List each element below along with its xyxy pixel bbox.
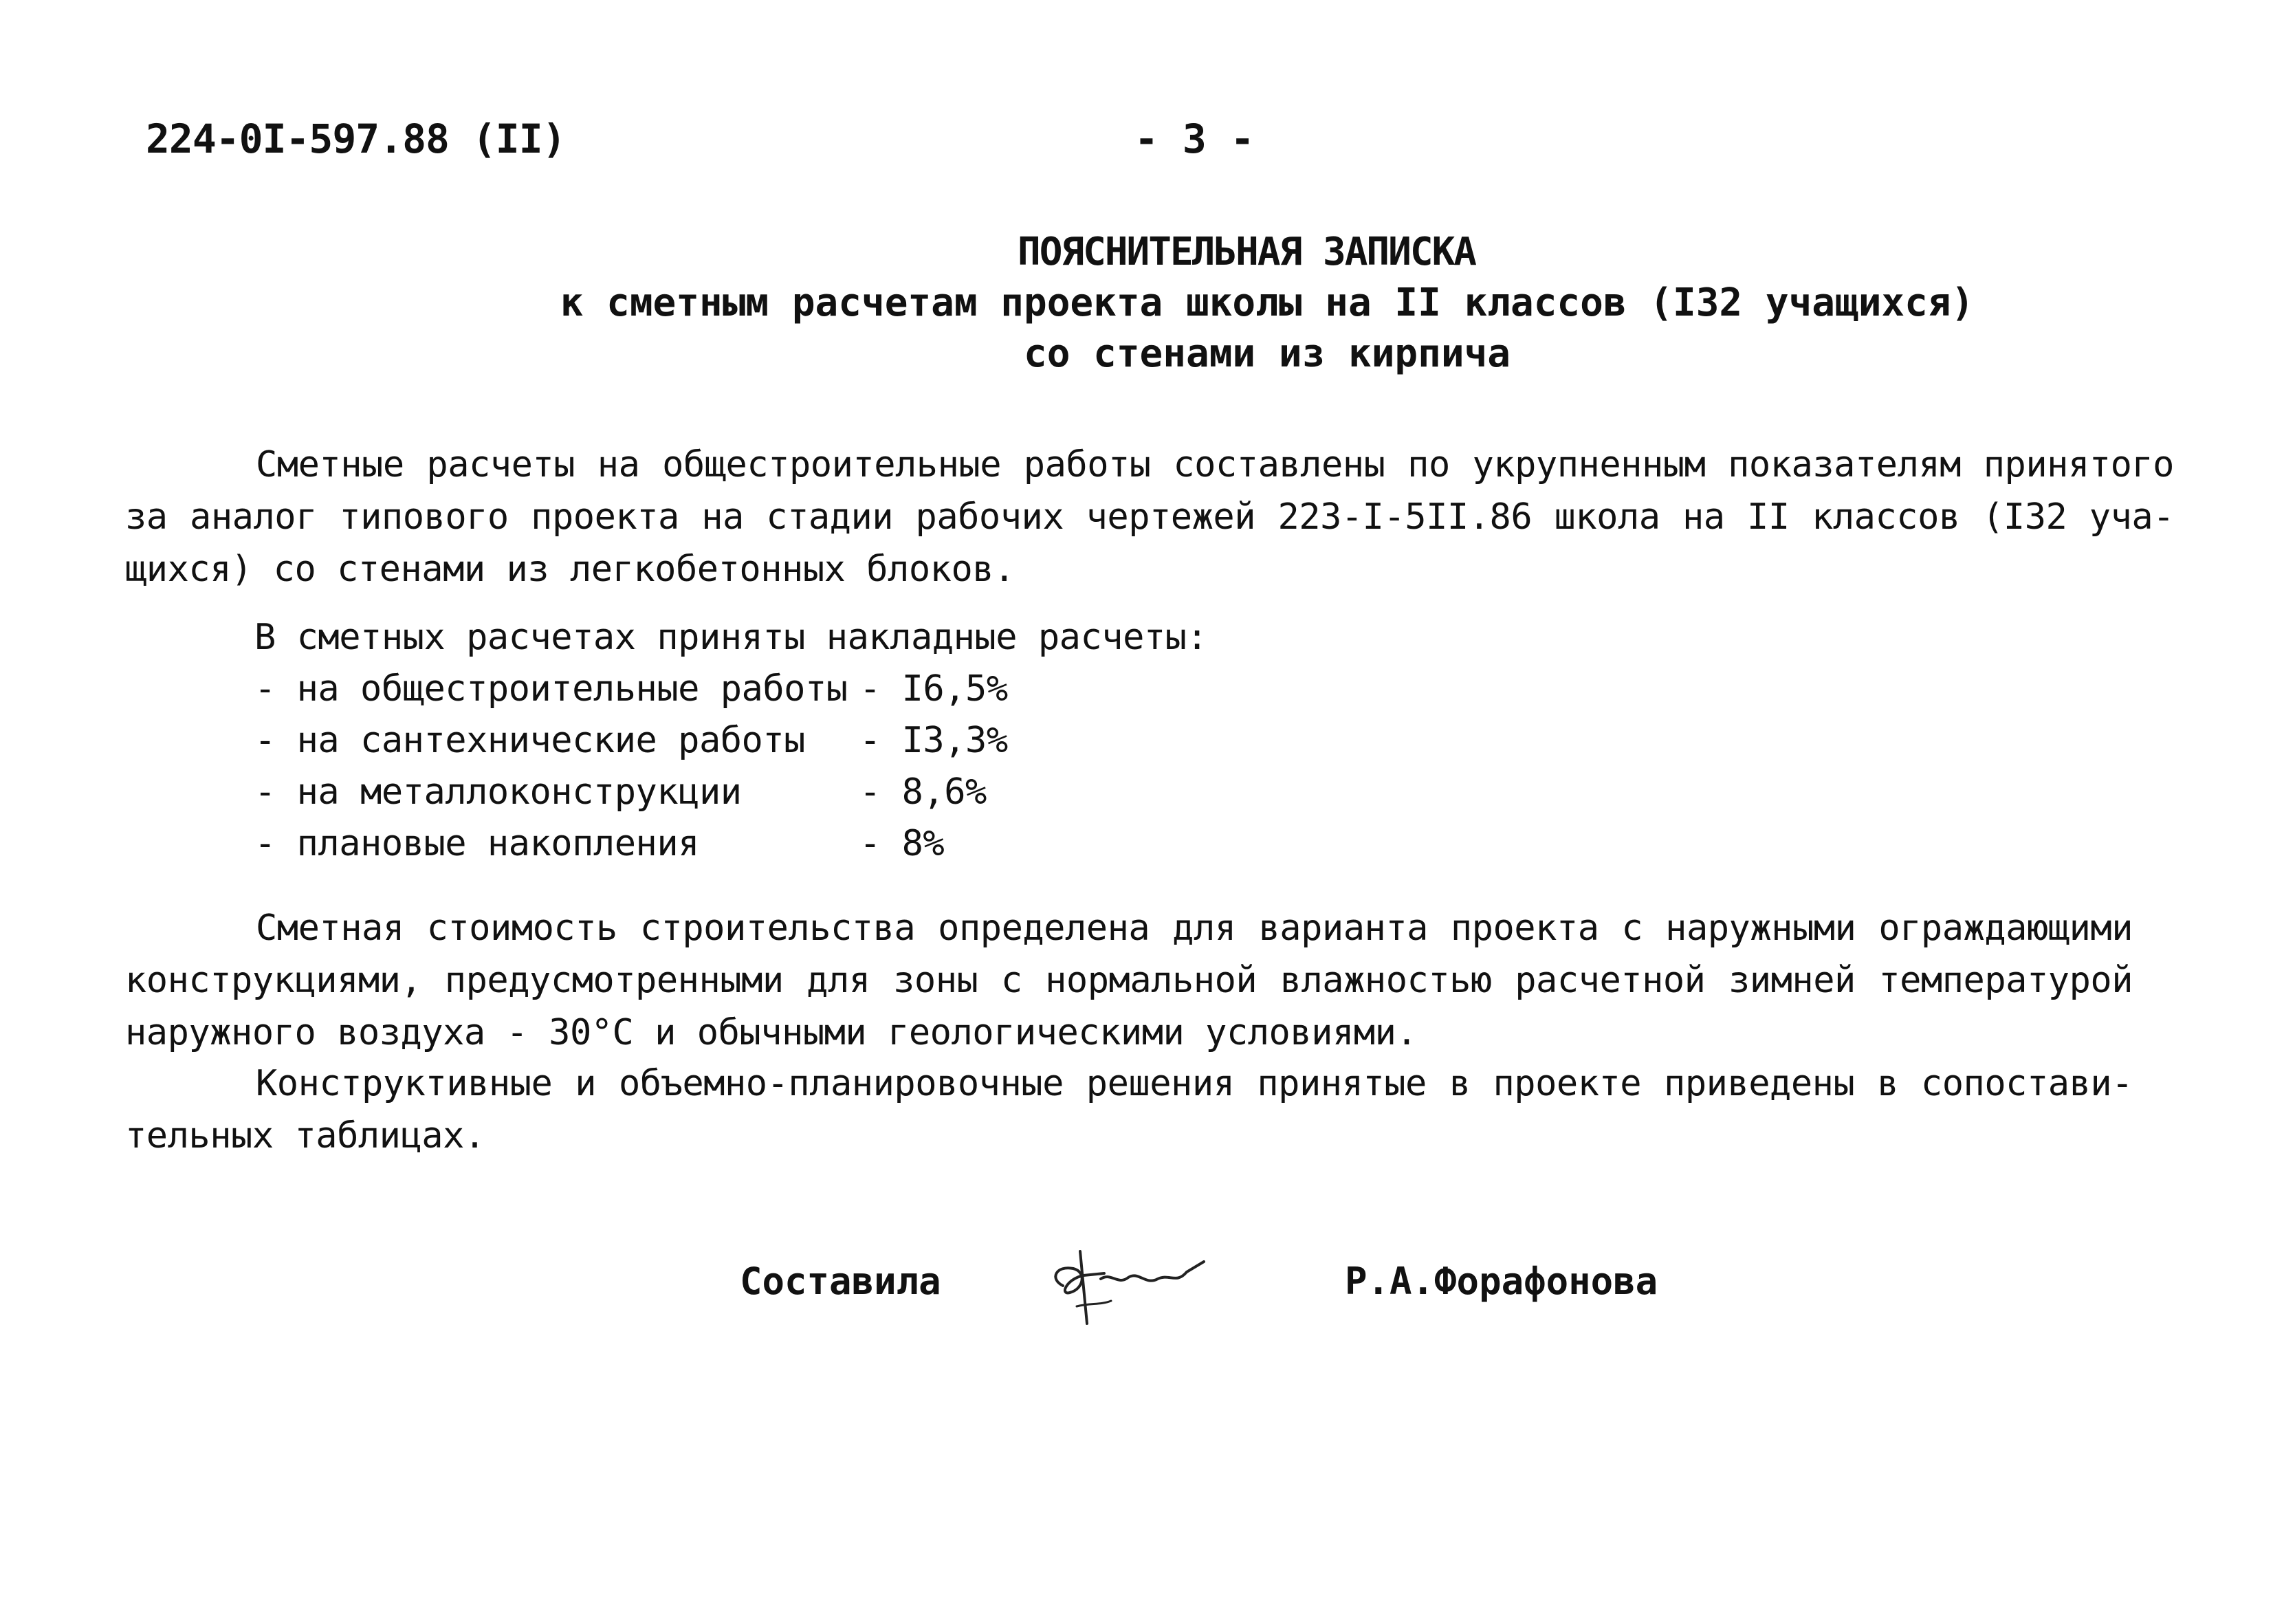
overheads-intro: В сметных расчетах приняты накладные расчеты: xyxy=(254,617,1208,658)
overhead-row xyxy=(254,663,1207,715)
overhead-label: - на общестроительные работы xyxy=(254,668,848,710)
overhead-label: - на металлоконструкции xyxy=(254,771,742,813)
overhead-row xyxy=(254,767,1207,818)
handwritten-signature xyxy=(1035,1238,1242,1327)
paragraph-text: Конструктивные и объемно-планировочные решения принятые в проекте приведены в сопостави-тельных таблицах. xyxy=(125,1063,2133,1156)
document-heading xyxy=(0,227,2273,380)
page-number: - 3 - xyxy=(1134,116,1255,162)
paragraph-estimates-basis xyxy=(125,439,2174,595)
overhead-value: - I6,5% xyxy=(859,668,1008,710)
document-subtitle-line1: к сметным расчетам проекта школы на II классов (I32 учащихся) xyxy=(560,281,1975,325)
paragraph-text: Сметные расчеты на общестроительные работы составлены по укрупненным показателям принятого за аналог типового проекта на стадии рабочих чертежей 223-I-5II.86 школа на II классов (I32 уча-щихся) со стенами из легкобетонных блоков. xyxy=(125,444,2174,590)
paragraph-design-solutions xyxy=(125,1057,2133,1162)
signer-name: Р.А.Форафонова xyxy=(1345,1260,1658,1303)
overhead-label: - на сантехнические работы xyxy=(254,720,805,761)
document-code: 224-0I-597.88 (II) xyxy=(146,116,566,162)
paragraph-text: Сметная стоимость строительства определена для варианта проекта с наружными ограждающими конструкциями, предусмотренными для зоны с нормальной влажностью расчетной зимней температурой наружного воздуха - 30°С и обычными геологическими условиями. xyxy=(125,908,2133,1053)
overheads-list xyxy=(254,612,1207,870)
overhead-row xyxy=(254,818,1207,870)
paragraph-cost-conditions xyxy=(125,902,2133,1059)
overhead-row xyxy=(254,715,1207,767)
overhead-value: - 8,6% xyxy=(859,771,987,813)
document-subtitle-line2: со стенами из кирпича xyxy=(1023,331,1511,376)
overhead-value: - I3,3% xyxy=(859,720,1008,761)
signature-block xyxy=(740,1251,1702,1334)
document-title: ПОЯСНИТЕЛЬНАЯ ЗАПИСКА xyxy=(1017,230,1475,274)
overhead-value: - 8% xyxy=(859,823,945,864)
overhead-label: - плановые накопления xyxy=(254,823,699,864)
compiled-by-label: Составила xyxy=(740,1260,941,1303)
